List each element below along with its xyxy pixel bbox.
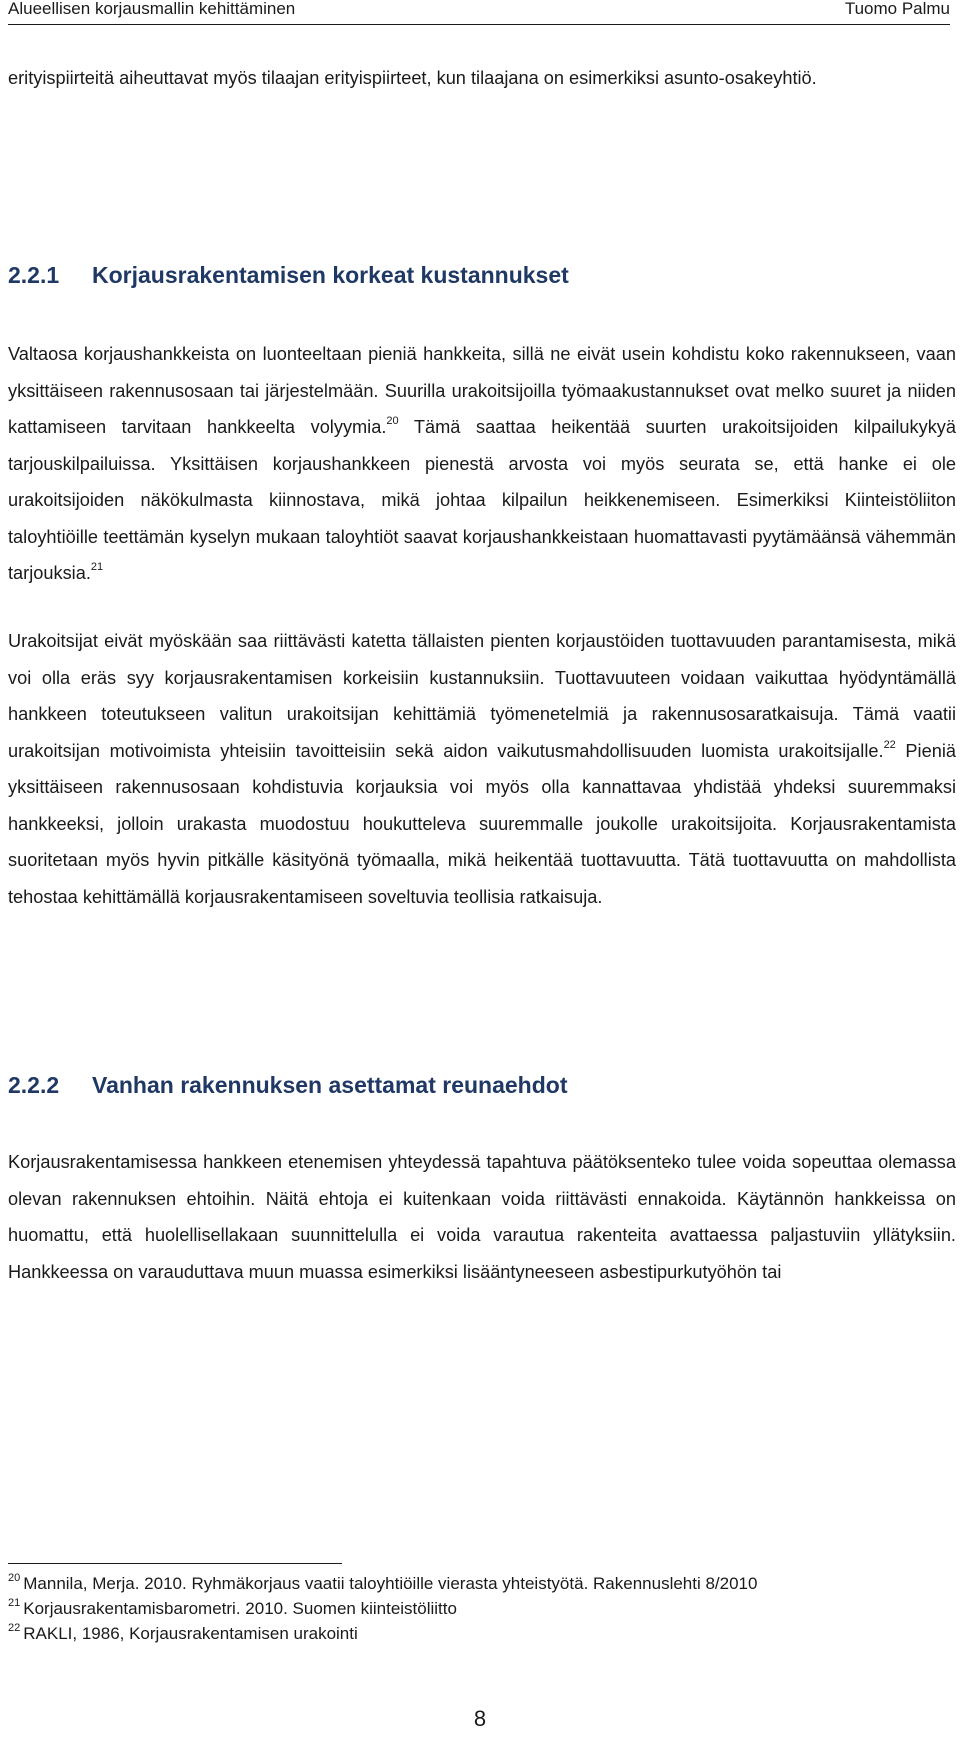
footnote-number: 21 <box>8 1597 21 1609</box>
paragraph-text: Pieniä yksittäiseen rakennusosaan kohdistuvia korjauksia voi myös olla kannattavaa yhdistää yhdeksi suuremmaksi hankkeeksi, jolloin urakasta muodostuu houkutteleva suuremmalle joukolle urakoitsijoita. Korjausrakentamista suoritetaan myös hyvin pitkälle käsityönä työmaalla, mikä heikentää tuottavuutta. Tätä tuottavuutta on mahdollista tehostaa kehittämällä korjausrakentamiseen soveltuvia teollisia ratkaisuja. <box>8 740 956 907</box>
footnote <box>8 1571 956 1596</box>
paragraph-text: Valtaosa korjaushankkeista on luonteeltaan pieniä hankkeita, sillä ne eivät usein kohdistu koko rakennukseen, vaan yksittäiseen rakennusosaan tai järjestelmään. Suurilla urakoitsijoilla työmaakustannukset ovat melko suuret ja niiden kattamiseen tarvitaan hankkeelta volyymia. <box>8 344 956 437</box>
paragraph <box>8 336 956 592</box>
footnotes <box>8 1571 956 1646</box>
footnote <box>8 1621 956 1646</box>
running-header <box>8 0 950 25</box>
footnote-text: Korjausrakentamisbarometri. 2010. Suomen kiinteistöliitto <box>23 1599 457 1618</box>
section-heading-2-2-2 <box>8 1070 568 1100</box>
footnote-separator <box>8 1563 342 1564</box>
paragraph <box>8 623 956 915</box>
footnote-text: Mannila, Merja. 2010. Ryhmäkorjaus vaatii taloyhtiöille vierasta yhteistyötä. Rakennuslehti 8/2010 <box>23 1574 758 1593</box>
footnote <box>8 1596 956 1621</box>
paragraph: Korjausrakentamisessa hankkeen etenemisen yhteydessä tapahtuva päätöksenteko tulee voida sopeuttaa olemassa olevan rakennuksen ehtoihin. Näitä ehtoja ei kuitenkaan voida riittävästi ennakoida. Käytännön hankkeissa on huomattu, että huolellisellakaan suunnittelulla ei voida varautua rakenteita avattaessa paljastuviin yllätyksiin. Hankkeessa on varauduttava muun muassa esimerkiksi lisääntyneeseen asbestipurkutyöhön tai <box>8 1152 956 1282</box>
section-title: Korjausrakentamisen korkeat kustannukset <box>92 262 569 288</box>
header-document-title: Alueellisen korjausmallin kehittäminen <box>8 0 296 18</box>
header-author: Tuomo Palmu <box>844 0 950 18</box>
footnote-reference: 22 <box>883 738 896 751</box>
footnote-text: RAKLI, 1986, Korjausrakentamisen urakointi <box>23 1624 358 1643</box>
page-number: 8 <box>473 1706 487 1731</box>
footnote-number: 20 <box>8 1572 21 1584</box>
section-title: Vanhan rakennuksen asettamat reunaehdot <box>92 1072 568 1098</box>
section-number: 2.2.1 <box>8 262 60 288</box>
paragraph-text: Urakoitsijat eivät myöskään saa riittävästi katetta tällaisten pienten korjaustöiden tuottavuuden parantamisesta, mikä voi olla eräs syy korjausrakentamisen korkeisiin kustannuksiin. Tuottavuuteen voidaan vaikuttaa hyödyntämällä hankkeen toteutukseen valitun urakoitsijan kehittämiä työmenetelmiä ja rakennusosaratkaisuja. Tämä vaatii urakoitsijan motivoimista yhteisiin tavoitteisiin sekä aidon vaikutusmahdollisuuden luomista urakoitsijalle. <box>8 631 956 761</box>
footnote-reference: 20 <box>386 415 399 427</box>
section-heading-2-2-1 <box>8 260 569 290</box>
section-number: 2.2.2 <box>8 1072 60 1098</box>
footnote-reference: 21 <box>90 561 104 573</box>
paragraph-text: Tämä saattaa heikentää suurten urakoitsijoiden kilpailukykyä tarjouskilpailuissa. Yksittäisen korjaushankkeen pienestä arvosta voi myös seurata se, että hanke ei ole urakoitsijoiden näkökulmasta kiinnostava, mikä johtaa kilpailun heikkenemiseen. Esimerkiksi Kiinteistöliiton taloyhtiöille teettämän kyselyn mukaan taloyhtiöt saavat korjaushankkeistaan huomattavasti pyytämäänsä vähemmän tarjouksia. <box>8 417 956 583</box>
intro-paragraph: erityispiirteitä aiheuttavat myös tilaajan erityispiirteet, kun tilaajana on esimerkiksi asunto-osakeyhtiö. <box>8 68 817 88</box>
footnote-number: 22 <box>8 1622 21 1634</box>
